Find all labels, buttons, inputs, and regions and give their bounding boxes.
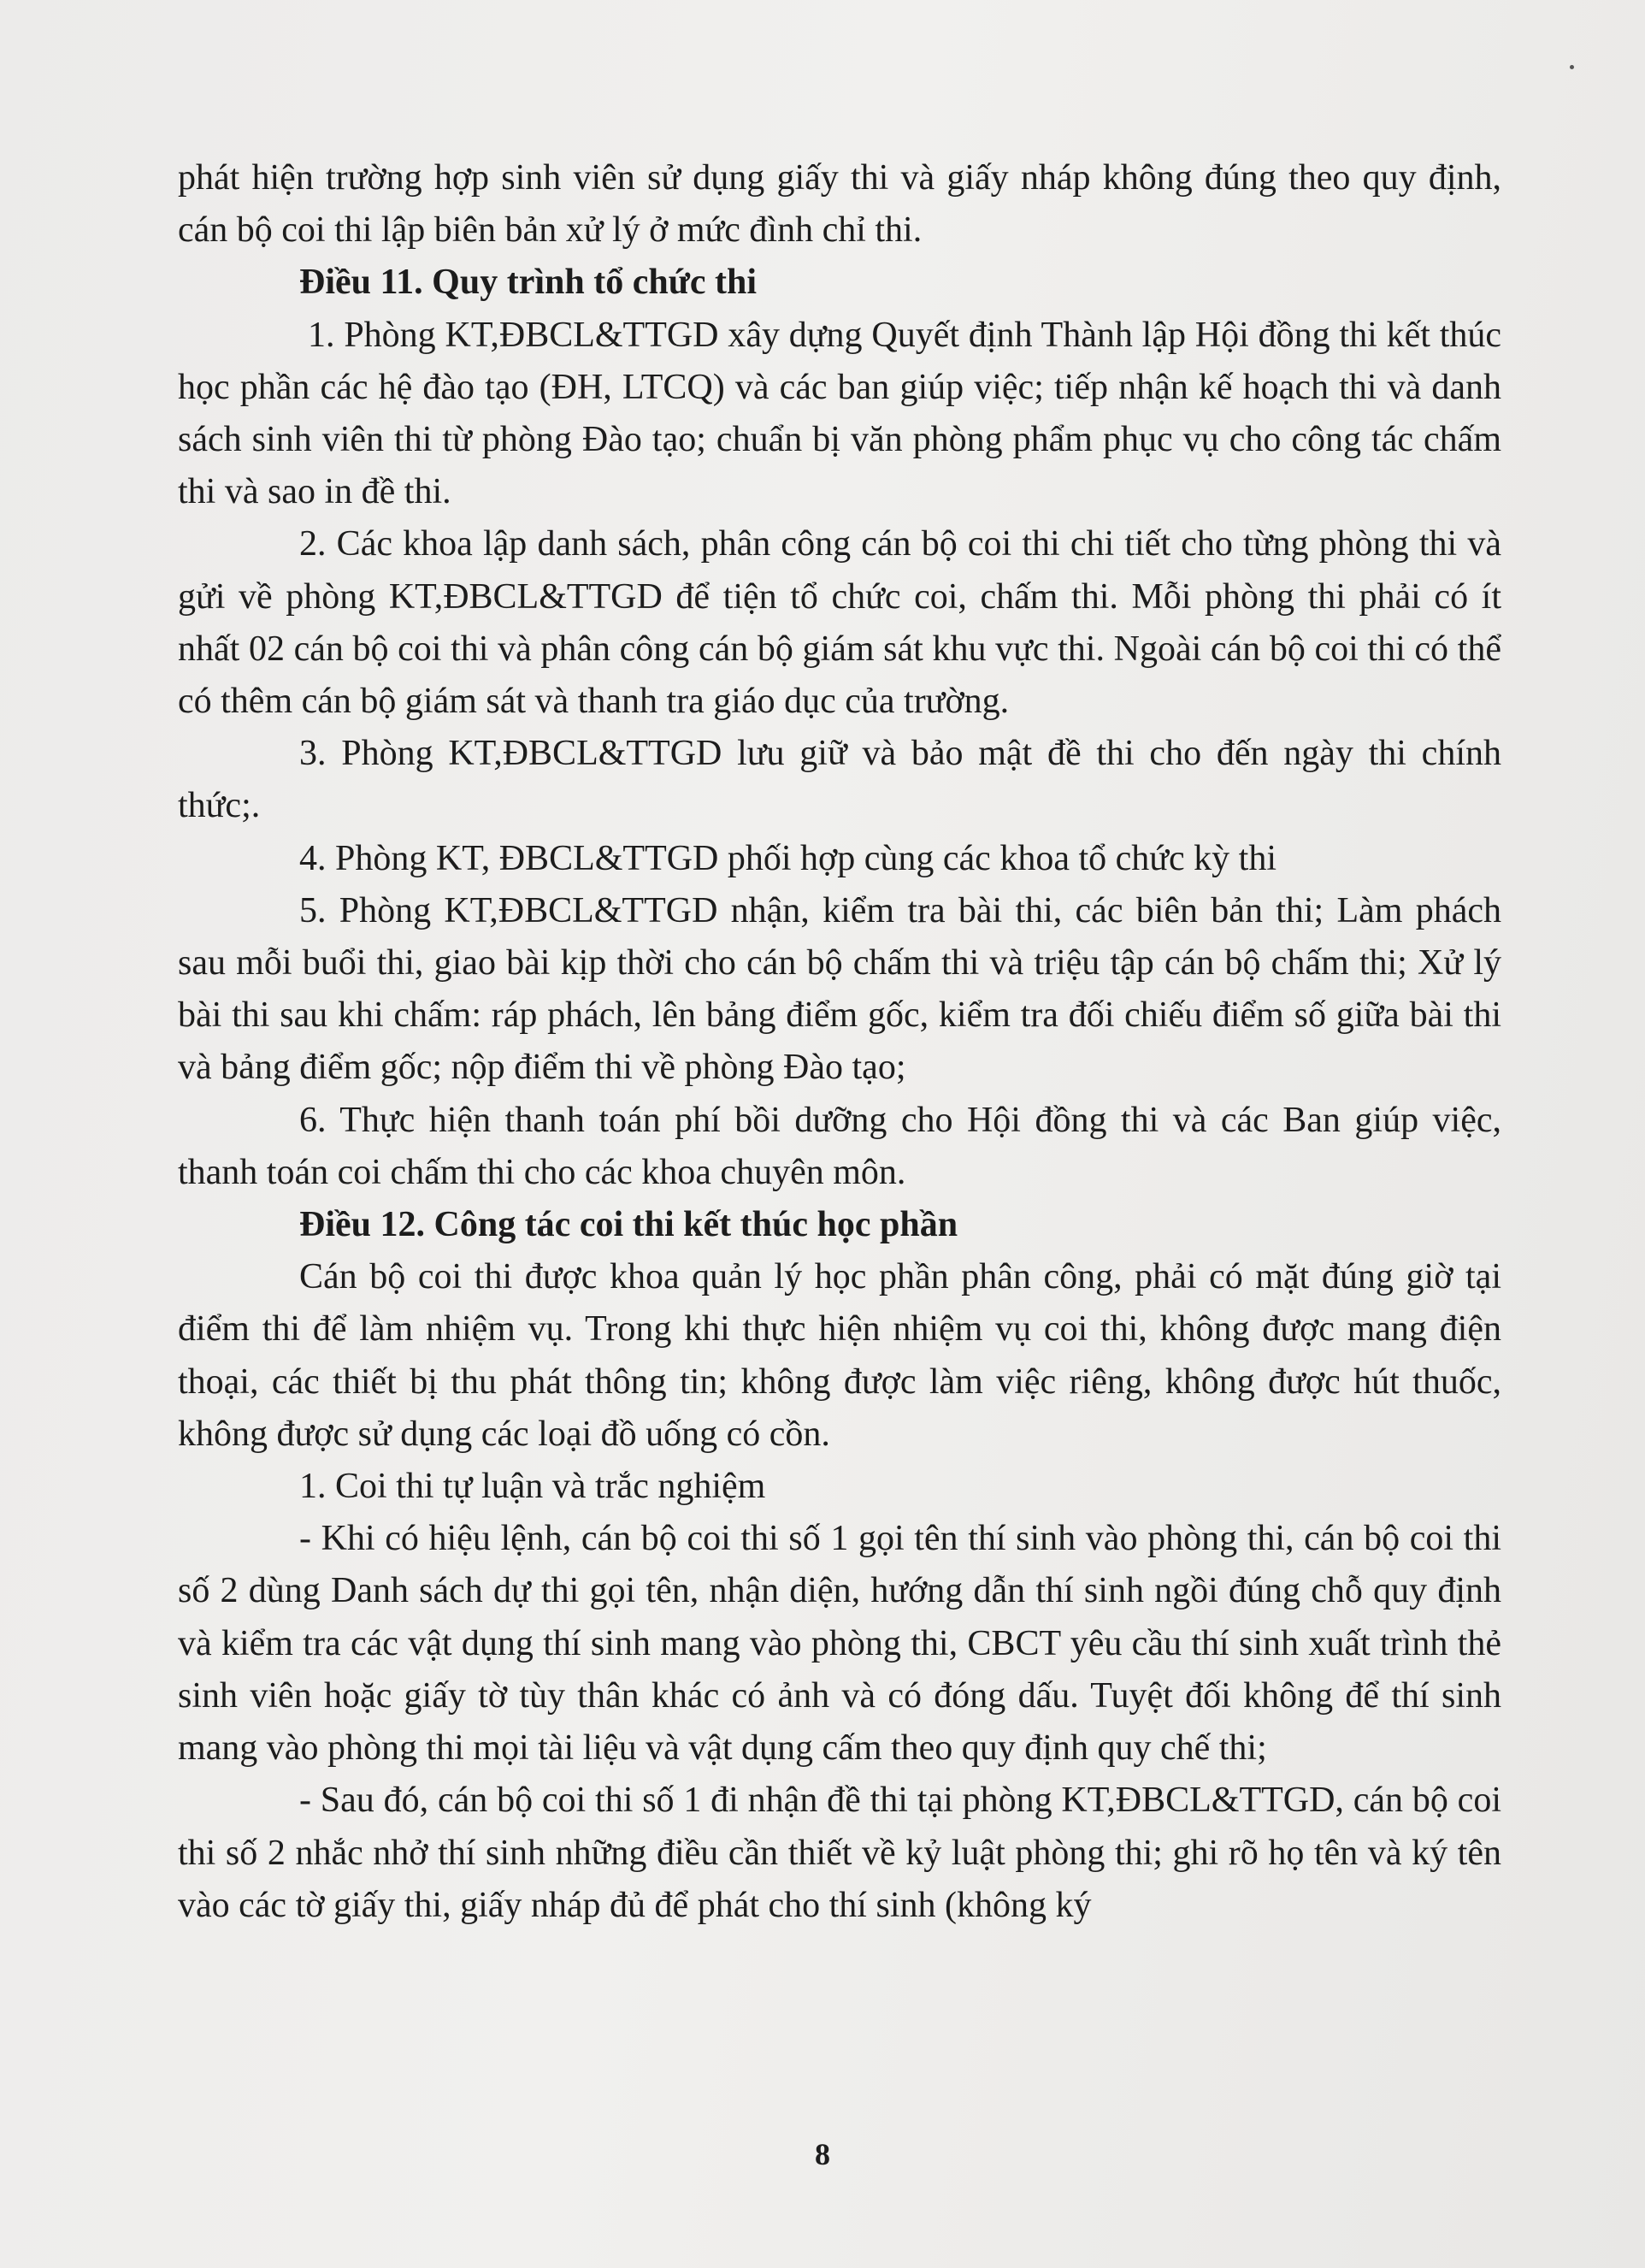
article-12-bullet-2: - Sau đó, cán bộ coi thi số 1 đi nhận đề thi tại phòng KT,ĐBCL&TTGD, cán bộ coi thi số 2 nhắc nhở thí sinh những điều cần thiết về kỷ luật phòng thi; ghi rõ họ tên và ký tên vào các tờ giấy thi, giấy nháp đủ để phát cho thí sinh (không ký [178, 1781, 1501, 1925]
article-11-item-6: 6. Thực hiện thanh toán phí bồi dưỡng cho Hội đồng thi và các Ban giúp việc, thanh toán coi chấm thi cho các khoa chuyên môn. [178, 1100, 1501, 1192]
paper-speck [1570, 65, 1574, 69]
article-12-bullet-1: - Khi có hiệu lệnh, cán bộ coi thi số 1 gọi tên thí sinh vào phòng thi, cán bộ coi thi số 2 dùng Danh sách dự thi gọi tên, nhận diện, hướng dẫn thí sinh ngồi đúng chỗ quy định và kiểm tra các vật dụng thí sinh mang vào phòng thi, CBCT yêu cầu thí sinh xuất trình thẻ sinh viên hoặc giấy tờ tùy thân khác có ảnh và có đóng dấu. Tuyệt đối không để thí sinh mang vào phòng thi mọi tài liệu và vật dụng cấm theo quy định quy chế thi; [178, 1519, 1501, 1769]
article-12-heading: Điều 12. Công tác coi thi kết thúc học phần [299, 1205, 958, 1245]
article-11-item-2: 2. Các khoa lập danh sách, phân công cán bộ coi thi chi tiết cho từng phòng thi và gửi về phòng KT,ĐBCL&TTGD để tiện tổ chức coi, chấm thi. Mỗi phòng thi phải có ít nhất 02 cán bộ coi thi và phân công cán bộ giám sát khu vực thi. Ngoài cán bộ coi thi có thể có thêm cán bộ giám sát và thanh tra giáo dục của trường. [178, 524, 1501, 722]
document-body [178, 152, 1501, 1932]
page-number: 8 [815, 2137, 830, 2171]
paragraph-continuation: phát hiện trường hợp sinh viên sử dụng giấy thi và giấy nháp không đúng theo quy định, cán bộ coi thi lập biên bản xử lý ở mức đình chỉ thi. [178, 158, 1501, 251]
article-11-heading: Điều 11. Quy trình tổ chức thi [299, 263, 758, 303]
article-11-item-5: 5. Phòng KT,ĐBCL&TTGD nhận, kiểm tra bài thi, các biên bản thi; Làm phách sau mỗi buổi thi, giao bài kịp thời cho cán bộ chấm thi và triệu tập cán bộ chấm thi; Xử lý bài thi sau khi chấm: ráp phách, lên bảng điểm gốc, kiểm tra đối chiếu điểm số giữa bài thi và bảng điểm gốc; nộp điểm thi về phòng Đào tạo; [178, 890, 1501, 1088]
article-11-item-4: 4. Phòng KT, ĐBCL&TTGD phối hợp cùng các khoa tổ chức kỳ thi [299, 838, 1277, 878]
article-11-item-3: 3. Phòng KT,ĐBCL&TTGD lưu giữ và bảo mật đề thi cho đến ngày thi chính thức;. [178, 734, 1501, 826]
article-12-intro: Cán bộ coi thi được khoa quản lý học phần phân công, phải có mặt đúng giờ tại điểm thi để làm nhiệm vụ. Trong khi thực hiện nhiệm vụ coi thi, không được mang điện thoại, các thiết bị thu phát thông tin; không được làm việc riêng, không được hút thuốc, không được sử dụng các loại đồ uống có cồn. [178, 1257, 1501, 1454]
article-11-item-1: 1. Phòng KT,ĐBCL&TTGD xây dựng Quyết định Thành lập Hội đồng thi kết thúc học phần các hệ đào tạo (ĐH, LTCQ) và các ban giúp việc; tiếp nhận kế hoạch thi và danh sách sinh viên thi từ phòng Đào tạo; chuẩn bị văn phòng phẩm phục vụ cho công tác chấm thi và sao in đề thi. [178, 315, 1501, 512]
article-12-section-1-title: 1. Coi thi tự luận và trắc nghiệm [299, 1467, 766, 1507]
